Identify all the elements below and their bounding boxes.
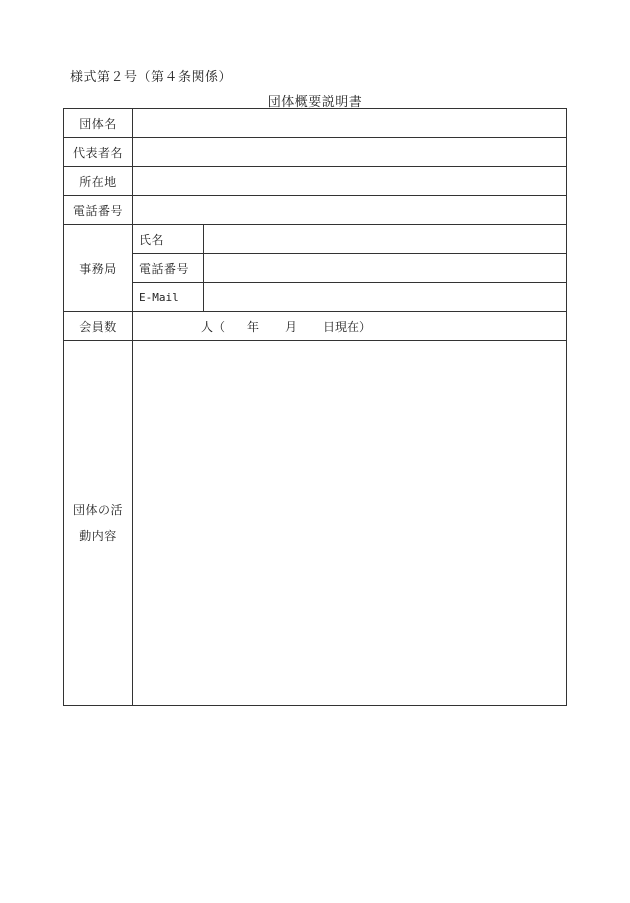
office-email-field[interactable] <box>204 283 567 312</box>
office-email-row <box>64 283 567 312</box>
representative-label: 代表者名 <box>64 138 133 167</box>
office-email-label: E-Mail <box>133 283 204 312</box>
members-year: 年 <box>247 319 260 334</box>
members-field[interactable] <box>133 312 567 341</box>
office-phone-field[interactable] <box>204 254 567 283</box>
group-name-row <box>64 109 567 138</box>
address-label: 所在地 <box>64 167 133 196</box>
activity-field[interactable] <box>133 341 567 706</box>
office-name-row <box>64 225 567 254</box>
members-row <box>64 312 567 341</box>
group-name-label: 団体名 <box>64 109 133 138</box>
group-name-field[interactable] <box>133 109 567 138</box>
members-unit: 人（ <box>201 319 226 334</box>
form-number: 様式第２号（第４条関係） <box>70 70 233 85</box>
members-label: 会員数 <box>64 312 133 341</box>
office-name-label: 氏名 <box>133 225 204 254</box>
overview-form-table <box>63 108 567 706</box>
phone-field[interactable] <box>133 196 567 225</box>
phone-row <box>64 196 567 225</box>
activity-label <box>64 341 133 706</box>
members-as-of-date: 日現在） <box>323 319 372 334</box>
document-title: 団体概要説明書 <box>267 95 363 110</box>
activity-row <box>64 341 567 706</box>
activity-label-line1: 団体の活 <box>72 503 123 517</box>
activity-label-line2: 動内容 <box>79 529 117 543</box>
members-month: 月 <box>285 319 298 334</box>
office-phone-row <box>64 254 567 283</box>
phone-label: 電話番号 <box>64 196 133 225</box>
office-label: 事務局 <box>64 225 133 312</box>
office-name-field[interactable] <box>204 225 567 254</box>
representative-field[interactable] <box>133 138 567 167</box>
office-phone-label: 電話番号 <box>133 254 204 283</box>
representative-row <box>64 138 567 167</box>
address-row <box>64 167 567 196</box>
address-field[interactable] <box>133 167 567 196</box>
